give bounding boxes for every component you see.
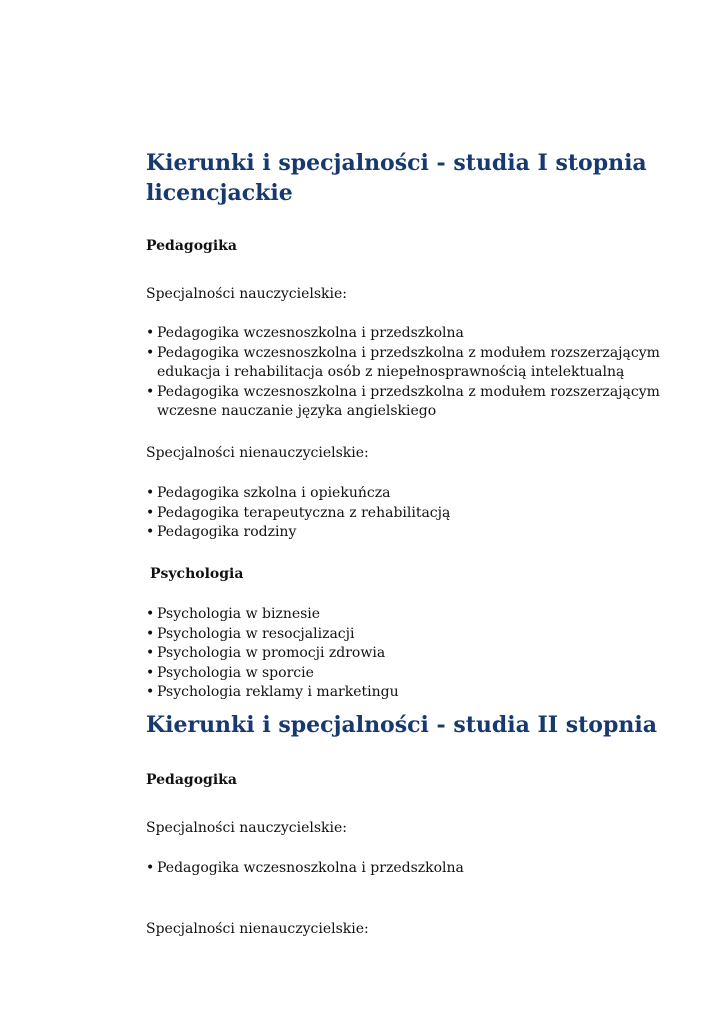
section1-teacher-list: [146, 324, 660, 422]
section2-title: Kierunki i specjalności - studia II stopnia: [146, 712, 657, 738]
bullet-icon: •: [146, 860, 155, 876]
bullet-icon: •: [146, 485, 155, 501]
bullet-icon: •: [146, 504, 155, 521]
bullet-icon: •: [146, 325, 155, 341]
section1-nonteacher-list: [146, 484, 450, 543]
section2-pedagogika-heading: Pedagogika: [146, 772, 237, 788]
section1-title: [146, 148, 647, 178]
section2-teacher-label: Specjalności nauczycielskie:: [146, 820, 347, 836]
list-item: • Pedagogika wczesnoszkolna i przedszkolna: [146, 859, 464, 879]
bullet-icon: •: [146, 524, 155, 540]
bullet-icon: •: [146, 625, 155, 642]
bullet-icon: •: [146, 645, 155, 661]
section1-psychologia-list: [146, 605, 399, 703]
list-item: • Psychologia w biznesie: [146, 605, 399, 625]
list-item: • Psychologia reklamy i marketingu: [146, 683, 399, 703]
list-item: • Pedagogika wczesnoszkolna i przedszkolna z modułem rozszerzającym wczesne nauczanie języka angielskiego: [146, 383, 660, 419]
bullet-icon: •: [146, 344, 155, 361]
bullet-icon: •: [146, 664, 155, 681]
section1-teacher-label: Specjalności nauczycielskie:: [146, 286, 347, 302]
section1-pedagogika-heading: Pedagogika: [146, 238, 237, 254]
bullet-icon: •: [146, 606, 155, 622]
section1-title-line2: licencjackie: [146, 180, 293, 206]
list-item: • Psychologia w sporcie: [146, 664, 399, 684]
list-item: • Psychologia w resocjalizacji: [146, 625, 399, 645]
list-item: • Pedagogika szkolna i opiekuńcza: [146, 484, 450, 504]
section2-teacher-list: [146, 859, 464, 879]
list-item: • Psychologia w promocji zdrowia: [146, 644, 399, 664]
section1-psychologia-heading: Psychologia: [150, 566, 244, 582]
bullet-icon: •: [146, 383, 155, 400]
section1-title-line1: Kierunki i specjalności - studia I stopnia: [146, 150, 647, 176]
section1-nonteacher-label: Specjalności nienauczycielskie:: [146, 445, 369, 461]
list-item: • Pedagogika terapeutyczna z rehabilitacją: [146, 504, 450, 524]
bullet-icon: •: [146, 684, 155, 700]
list-item: • Pedagogika wczesnoszkolna i przedszkolna: [146, 324, 660, 344]
list-item: • Pedagogika rodziny: [146, 523, 450, 543]
list-item: • Pedagogika wczesnoszkolna i przedszkolna z modułem rozszerzającym edukacja i rehabilitacja osób z niepełnosprawnością intelektualną: [146, 344, 660, 380]
section1-title-continued: [146, 178, 293, 208]
section2-nonteacher-label: Specjalności nienauczycielskie:: [146, 921, 369, 937]
